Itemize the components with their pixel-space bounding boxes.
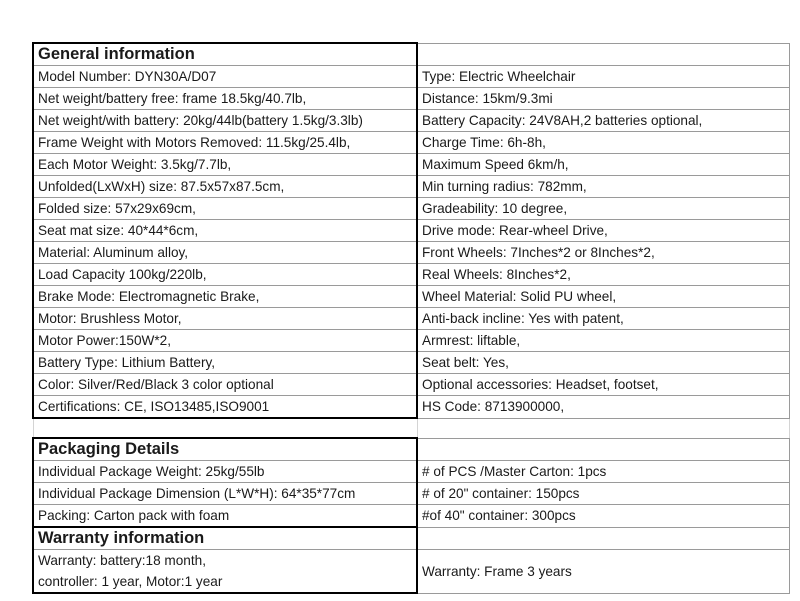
- general-row: [33, 132, 789, 154]
- packaging-right-cell: #of 40" container: 300pcs: [417, 505, 789, 528]
- packaging-right-cell: # of PCS /Master Carton: 1pcs: [417, 461, 789, 483]
- general-left-cell: Load Capacity 100kg/220lb,: [33, 264, 417, 286]
- warranty-section-title: Warranty information: [33, 527, 417, 550]
- packaging-header-blank-cell: [417, 438, 789, 461]
- general-row: [33, 374, 789, 396]
- general-right-cell: Type: Electric Wheelchair: [417, 66, 789, 88]
- general-header-blank-cell: [417, 43, 789, 66]
- general-row: [33, 66, 789, 88]
- packaging-header-row: [33, 438, 789, 461]
- general-header-row: [33, 43, 789, 66]
- general-row: [33, 286, 789, 308]
- general-left-cell: Each Motor Weight: 3.5kg/7.7lb,: [33, 154, 417, 176]
- general-right-cell: Battery Capacity: 24V8AH,2 batteries optional,: [417, 110, 789, 132]
- packaging-section-title: Packaging Details: [33, 438, 417, 461]
- general-right-cell: Optional accessories: Headset, footset,: [417, 374, 789, 396]
- general-row: [33, 220, 789, 242]
- general-right-cell: Charge Time: 6h-8h,: [417, 132, 789, 154]
- general-left-cell: Material: Aluminum alloy,: [33, 242, 417, 264]
- general-left-cell: Seat mat size: 40*44*6cm,: [33, 220, 417, 242]
- packaging-row: [33, 505, 789, 528]
- packaging-left-cell: Packing: Carton pack with foam: [33, 505, 417, 528]
- packaging-row: [33, 483, 789, 505]
- packaging-left-cell: Individual Package Dimension (L*W*H): 64*35*77cm: [33, 483, 417, 505]
- general-row: [33, 198, 789, 220]
- warranty-header-row: [33, 527, 789, 550]
- general-left-cell: Brake Mode: Electromagnetic Brake,: [33, 286, 417, 308]
- general-right-cell: Front Wheels: 7Inches*2 or 8Inches*2,: [417, 242, 789, 264]
- general-left-cell: Certifications: CE, ISO13485,ISO9001: [33, 396, 417, 419]
- general-left-cell: Motor Power:150W*2,: [33, 330, 417, 352]
- packaging-left-cell: Individual Package Weight: 25kg/55lb: [33, 461, 417, 483]
- general-right-cell: Armrest: liftable,: [417, 330, 789, 352]
- general-left-cell: Battery Type: Lithium Battery,: [33, 352, 417, 374]
- general-left-cell: Unfolded(LxWxH) size: 87.5x57x87.5cm,: [33, 176, 417, 198]
- general-section-title: General information: [33, 43, 417, 66]
- spacer-cell: [417, 418, 789, 438]
- general-left-cell: Color: Silver/Red/Black 3 color optional: [33, 374, 417, 396]
- general-right-cell: Anti-back incline: Yes with patent,: [417, 308, 789, 330]
- general-left-cell: Folded size: 57x29x69cm,: [33, 198, 417, 220]
- warranty-left-cell: [33, 550, 417, 594]
- general-right-cell: Real Wheels: 8Inches*2,: [417, 264, 789, 286]
- warranty-controller-line: controller: 1 year, Motor:1 year: [38, 574, 223, 589]
- general-row: [33, 110, 789, 132]
- packaging-row: [33, 461, 789, 483]
- general-right-cell: Maximum Speed 6km/h,: [417, 154, 789, 176]
- general-left-cell: Motor: Brushless Motor,: [33, 308, 417, 330]
- spacer-row: [33, 418, 789, 438]
- packaging-right-cell: # of 20" container: 150pcs: [417, 483, 789, 505]
- warranty-header-blank-cell: [417, 527, 789, 550]
- general-row: [33, 88, 789, 110]
- general-left-cell: Net weight/with battery: 20kg/44lb(battery 1.5kg/3.3lb): [33, 110, 417, 132]
- spec-sheet-body: [33, 43, 789, 593]
- general-row: [33, 242, 789, 264]
- general-right-cell: Gradeability: 10 degree,: [417, 198, 789, 220]
- general-right-cell: Wheel Material: Solid PU wheel,: [417, 286, 789, 308]
- general-row: [33, 264, 789, 286]
- general-row: [33, 176, 789, 198]
- spec-sheet-table: [32, 42, 790, 594]
- general-left-cell: Model Number: DYN30A/D07: [33, 66, 417, 88]
- general-left-cell: Net weight/battery free: frame 18.5kg/40.7lb,: [33, 88, 417, 110]
- general-left-cell: Frame Weight with Motors Removed: 11.5kg/25.4lb,: [33, 132, 417, 154]
- general-row: [33, 308, 789, 330]
- general-right-cell: Seat belt: Yes,: [417, 352, 789, 374]
- warranty-right-cell: Warranty: Frame 3 years: [417, 550, 789, 594]
- general-right-cell: Min turning radius: 782mm,: [417, 176, 789, 198]
- general-right-cell: Drive mode: Rear-wheel Drive,: [417, 220, 789, 242]
- warranty-row: [33, 550, 789, 594]
- general-row: [33, 396, 789, 419]
- spacer-cell: [33, 418, 417, 438]
- general-row: [33, 330, 789, 352]
- general-row: [33, 154, 789, 176]
- general-right-cell: HS Code: 8713900000,: [417, 396, 789, 419]
- warranty-battery-line: Warranty: battery:18 month,: [38, 553, 206, 568]
- general-right-cell: Distance: 15km/9.3mi: [417, 88, 789, 110]
- general-row: [33, 352, 789, 374]
